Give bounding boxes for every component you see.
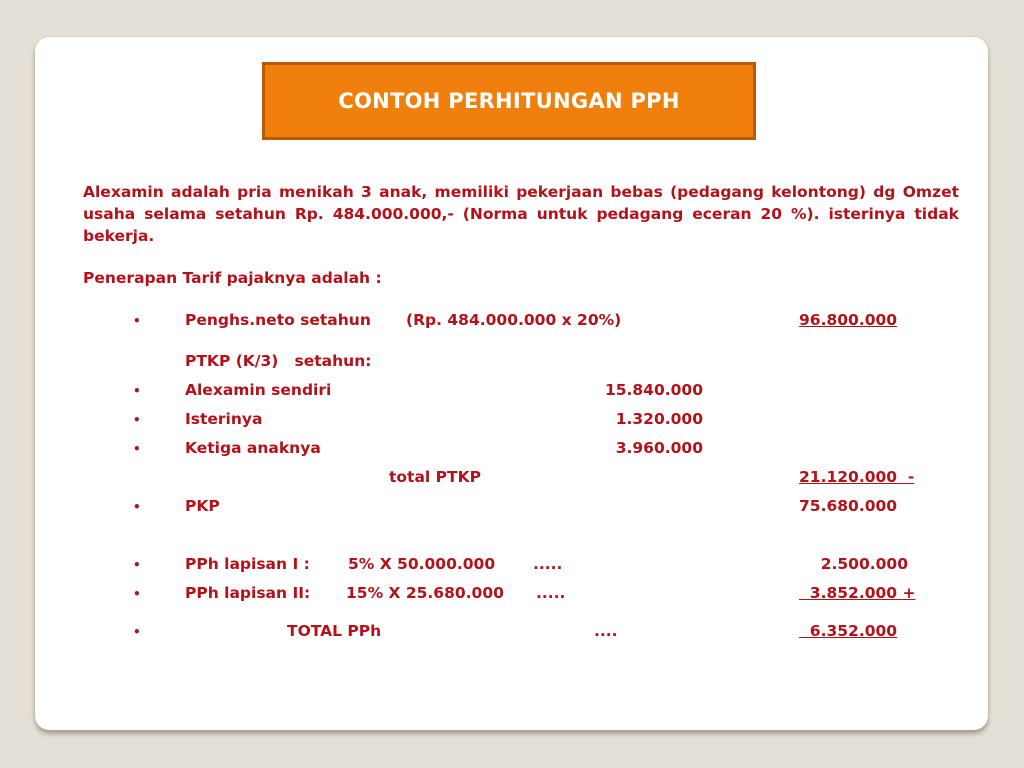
ptkp-total-value: 21.120.000 -: [799, 468, 915, 486]
total-pph-value: 6.352.000: [799, 622, 898, 640]
pkp-value: 75.680.000: [799, 497, 898, 515]
bullet-icon: •: [133, 384, 141, 398]
ptkp-item-value: 1.320.000: [615, 410, 703, 428]
lapisan-dots: .....: [533, 555, 563, 573]
lapisan-value: 2.500.000: [820, 555, 908, 573]
lapisan-rate: 5% X 50.000.000: [348, 555, 496, 573]
total-pph-dots: ....: [594, 622, 618, 640]
bullet-icon: •: [133, 314, 141, 328]
ptkp-total-label: total PTKP: [389, 468, 481, 486]
title-banner: [262, 62, 756, 140]
intro-paragraph: Alexamin adalah pria menikah 3 anak, memiliki pekerjaan bebas (pedagang kelontong) dg Omzet usaha selama setahun Rp. 484.000.000,- (Norma untuk pedagang eceran 20 %). isterinya tidak bekerja.: [83, 183, 959, 245]
bullet-icon: •: [133, 587, 141, 601]
bullet-icon: •: [133, 442, 141, 456]
pkp-label: PKP: [185, 497, 220, 515]
total-pph-label: TOTAL PPh: [287, 622, 382, 640]
bullet-icon: •: [133, 558, 141, 572]
page-title: CONTOH PERHITUNGAN PPH: [338, 89, 680, 113]
bullet-icon: •: [133, 413, 141, 427]
ptkp-item-label: Alexamin sendiri: [185, 381, 332, 399]
lapisan-value: 3.852.000 +: [799, 584, 916, 602]
ptkp-item-value: 3.960.000: [615, 439, 703, 457]
neto-formula: (Rp. 484.000.000 x 20%): [406, 311, 622, 329]
neto-label: Penghs.neto setahun: [185, 311, 371, 329]
ptkp-item-label: Isterinya: [185, 410, 263, 428]
ptkp-item-value: 15.840.000: [604, 381, 703, 399]
lapisan-label: PPh lapisan II:: [185, 584, 311, 602]
lapisan-label: PPh lapisan I :: [185, 555, 310, 573]
bullet-icon: •: [133, 500, 141, 514]
ptkp-item-label: Ketiga anaknya: [185, 439, 321, 457]
lapisan-dots: .....: [536, 584, 566, 602]
lapisan-rate: 15% X 25.680.000: [346, 584, 504, 602]
neto-value: 96.800.000: [799, 311, 898, 329]
bullet-icon: •: [133, 625, 141, 639]
tarif-heading: Penerapan Tarif pajaknya adalah :: [83, 269, 382, 287]
ptkp-heading: PTKP (K/3) setahun:: [185, 352, 372, 370]
